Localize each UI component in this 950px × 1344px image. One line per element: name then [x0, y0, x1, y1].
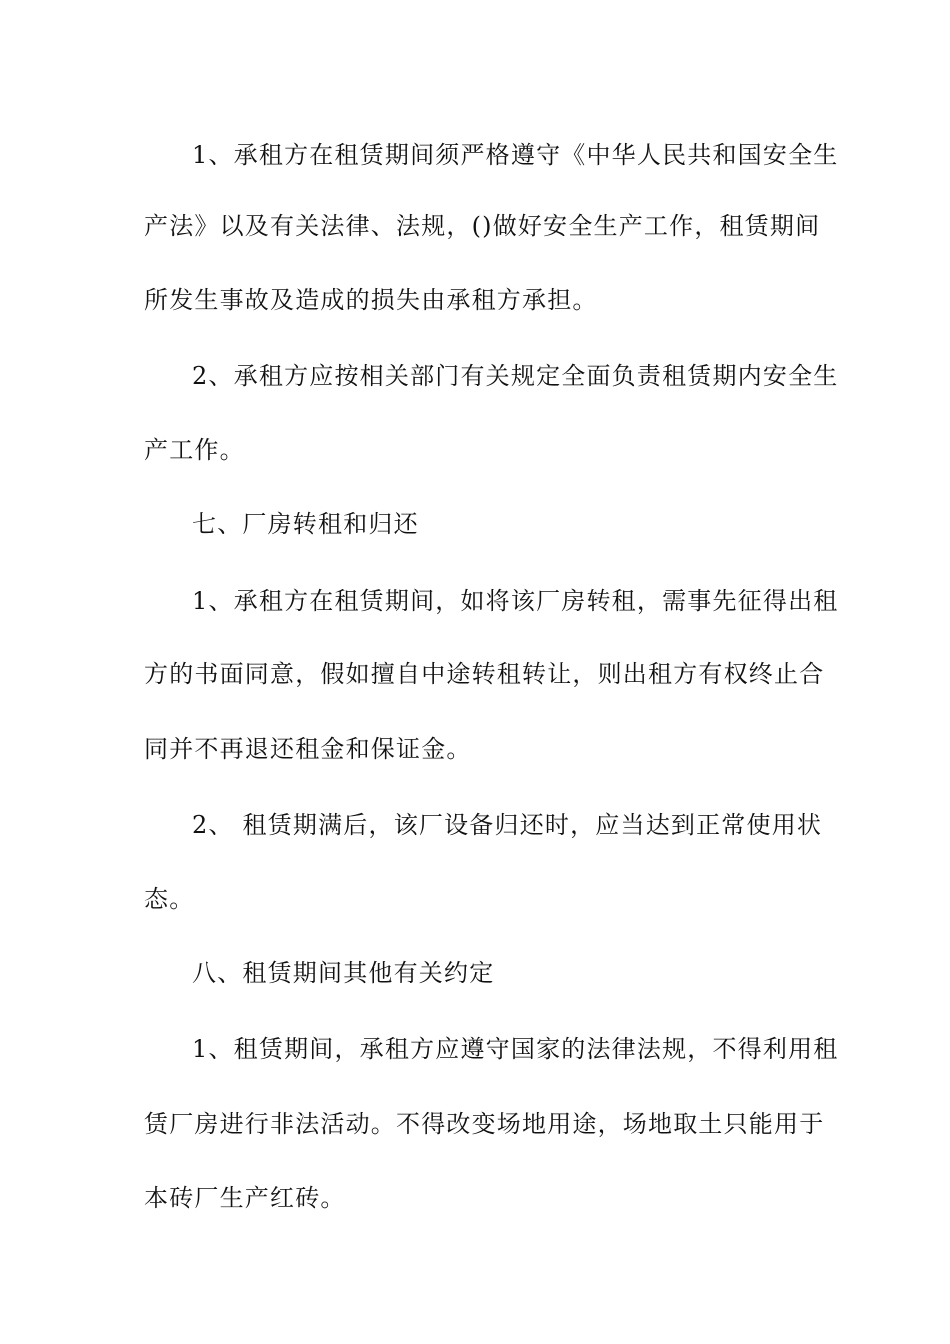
paragraph-line: 同并不再退还租金和保证金。: [144, 735, 472, 763]
paragraph-line: 态。: [144, 885, 195, 913]
paragraph-line: 2、承租方应按相关部门有关规定全面负责租赁期内安全生: [192, 362, 839, 390]
section-heading: 七、厂房转租和归还: [192, 510, 419, 538]
paragraph-line: 1、租赁期间，承租方应遵守国家的法律法规，不得利用租: [192, 1035, 839, 1063]
section-heading: 八、租赁期间其他有关约定: [192, 959, 495, 987]
paragraph-line: 方的书面同意，假如擅自中途转租转让，则出租方有权终止合: [144, 660, 825, 688]
paragraph-line: 赁厂房进行非法活动。不得改变场地用途，场地取土只能用于: [144, 1110, 825, 1138]
paragraph-line: 2、 租赁期满后，该厂设备归还时，应当达到正常使用状: [192, 811, 823, 839]
paragraph-line: 1、承租方在租赁期间须严格遵守《中华人民共和国安全生: [192, 141, 839, 169]
paragraph-line: 产法》以及有关法律、法规，()做好安全生产工作，租赁期间: [144, 212, 821, 240]
paragraph-line: 1、承租方在租赁期间，如将该厂房转租，需事先征得出租: [192, 587, 839, 615]
paragraph-line: 产工作。: [144, 436, 245, 464]
paragraph-line: 所发生事故及造成的损失由承租方承担。: [144, 286, 598, 314]
paragraph-line: 本砖厂生产红砖。: [144, 1184, 346, 1212]
